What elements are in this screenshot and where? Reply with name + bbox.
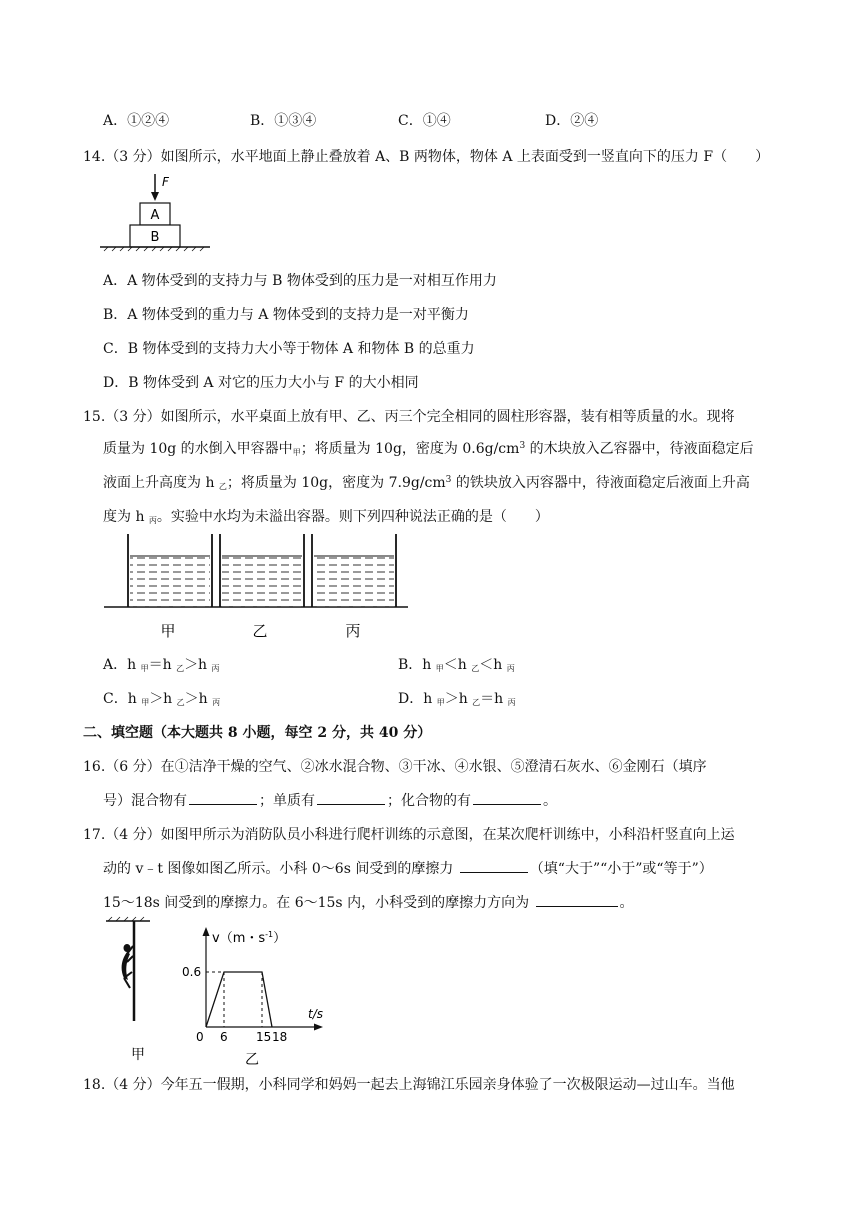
blank-element	[317, 790, 385, 805]
v-axis-label: v（m・$s^{-1}$）	[212, 930, 287, 946]
blank-mixture	[189, 790, 257, 805]
q14-figure	[100, 172, 210, 252]
tick-6: 6	[220, 1030, 228, 1044]
blank-compound	[473, 790, 541, 805]
label-bing: 丙	[345, 622, 361, 640]
block-b-label: B	[150, 230, 160, 245]
q15-option-c: C．h $_甲$＞h $_乙$＞h $_丙$	[103, 691, 221, 707]
q17-line3: 15～18s 间受到的摩擦力。在 6～15s 内，小科受到的摩擦力方向为 。	[103, 892, 634, 912]
q15-figure	[100, 534, 410, 644]
q15-line3: 液面上升高度为 h $_乙$；将质量为 10g，密度为 $7.9g/cm^3$ 的铁块放入丙容器中，待液面稳定后液面上升高	[103, 475, 750, 491]
container-jia	[128, 534, 212, 607]
q14-option-d: D．B 物体受到 A 对它的压力大小与 F 的大小相同	[103, 375, 419, 391]
label-yi-fig: 乙	[245, 1052, 259, 1068]
q17-line1: 17.（4 分）如图甲所示为消防队员小科进行爬杆训练的示意图，在某次爬杆训练中，小科沿杆竖直向上运	[83, 827, 735, 843]
block-a-label: A	[150, 208, 160, 223]
blank-direction	[536, 892, 618, 907]
label-jia: 甲	[160, 622, 176, 640]
t-axis-label: t/s	[308, 1007, 323, 1021]
label-yi: 乙	[252, 622, 268, 640]
q15-line4: 度为 h $_丙$。实验中水均为未溢出容器。则下列四种说法正确的是（ ）	[103, 509, 549, 525]
q15-option-a: A．h $_甲$＝h $_乙$＞h $_丙$	[103, 657, 220, 673]
tick-15: 15	[256, 1030, 272, 1044]
tick-06: 0.6	[182, 965, 202, 979]
section-heading: 二、填空题（本大题共 8 小题，每空 2 分，共 40 分）	[83, 725, 432, 741]
q17-figure-yi	[178, 924, 338, 1069]
climber-icon	[122, 944, 133, 988]
blank-compare	[460, 858, 528, 873]
container-bing	[312, 534, 396, 607]
option-d: D．②④	[545, 113, 599, 129]
container-yi	[220, 534, 304, 607]
t-axis-arrow-icon	[314, 1024, 323, 1031]
v-axis-arrow-icon	[203, 927, 210, 936]
q16-line1: 16.（6 分）在①洁净干燥的空气、②冰水混合物、③干冰、④水银、⑤澄清石灰水、⑥金刚石（填序	[83, 759, 707, 775]
q14-option-b: B．A 物体受到的重力与 A 物体受到的支持力是一对平衡力	[103, 307, 469, 323]
q16-line2: 号）混合物有 ；单质有 ；化合物的有 。	[103, 790, 557, 810]
option-c: C．①④	[398, 113, 451, 129]
q17-figure-jia	[100, 916, 160, 1066]
force-label: F	[162, 175, 169, 189]
tick-18: 18	[272, 1030, 288, 1044]
tick-0: 0	[196, 1030, 204, 1044]
q15-line1: 15.（3 分）如图所示，水平桌面上放有甲、乙、丙三个完全相同的圆柱形容器，装有相等质量的水。现将	[83, 409, 735, 425]
q15-line2: 质量为 10g 的水倒入甲容器中$_甲$；将质量为 10g，密度为 $0.6g/cm^3$ 的木块放入乙容器中，待液面稳定后	[103, 441, 754, 457]
q17-line2: 动的 v﹣t 图像如图乙所示。小科 0～6s 间受到的摩擦力 （填“大于”“小于”或“等于”）	[103, 858, 713, 878]
option-a: A．①②④	[103, 113, 170, 129]
q15-option-b: B．h $_甲$＜h $_乙$＜h $_丙$	[398, 657, 515, 673]
option-b: B．①③④	[250, 113, 317, 129]
q14-option-c: C．B 物体受到的支持力大小等于物体 A 和物体 B 的总重力	[103, 341, 475, 357]
label-jia-fig: 甲	[131, 1047, 145, 1063]
q15-option-d: D．h $_甲$＞h $_乙$＝h $_丙$	[398, 691, 516, 707]
q14-stem: 14.（3 分）如图所示，水平地面上静止叠放着 A、B 两物体，物体 A 上表面受到一竖直向下的压力 F（ ）	[83, 149, 770, 165]
q14-option-a: A．A 物体受到的支持力与 B 物体受到的压力是一对相互作用力	[103, 273, 497, 289]
q18-line1: 18.（4 分）今年五一假期，小科同学和妈妈一起去上海锦江乐园亲身体验了一次极限运动—过山车。当他	[83, 1077, 735, 1093]
force-arrow-icon	[151, 192, 159, 201]
